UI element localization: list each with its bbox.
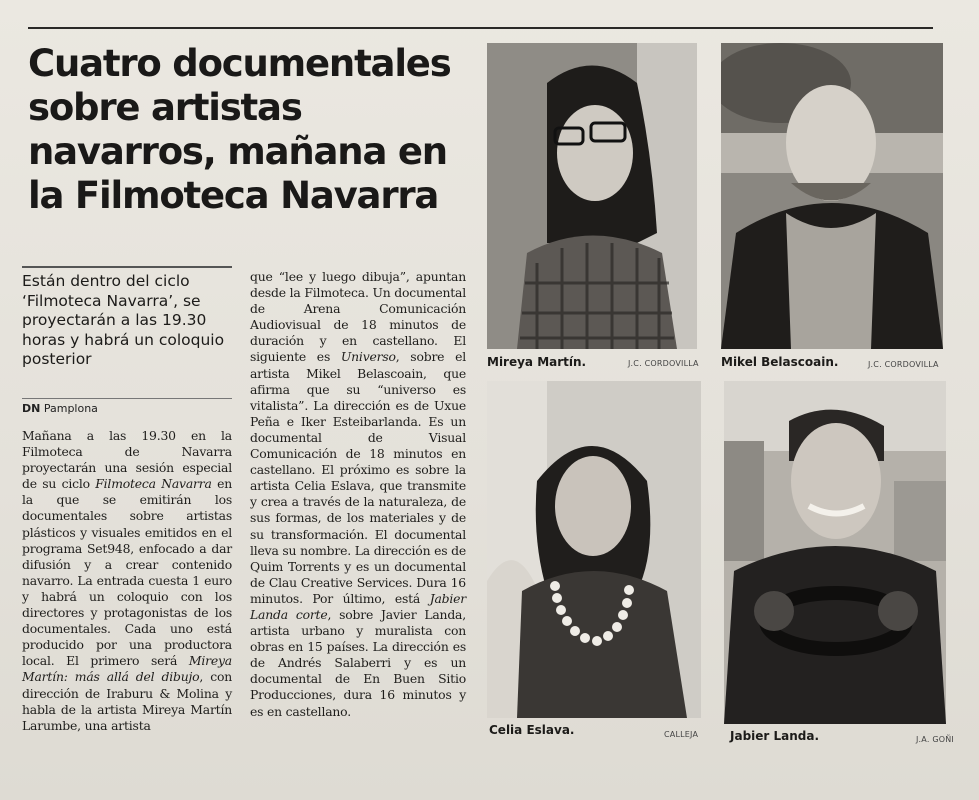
byline — [22, 402, 98, 415]
top-rule — [28, 27, 933, 29]
portrait-woman-glasses — [487, 43, 697, 349]
italic-title: Jabier Landa corte — [250, 590, 466, 622]
byline-rule — [22, 398, 232, 399]
portrait-man-headphones — [724, 381, 946, 724]
photo-caption: Jabier Landa. — [730, 729, 820, 743]
body-text-run: Mañana a las 19.30 en la Filmoteca de Navarra proyectarán una sesión especial de su ciclo — [22, 428, 232, 492]
italic-title: Filmoteca Navarra — [95, 476, 212, 492]
photo-caption: Mireya Martín. — [487, 355, 587, 369]
byline-city: Pamplona — [43, 402, 98, 415]
photo-credit: J.C. CORDOVILLA — [628, 359, 699, 368]
body-text-run: , sobre Javier Landa, artista urbano y muralista con obras en 15 países. La dirección es de Andrés Salaberri y es un documental de En Buen Sitio Producciones, dura 16 minutos y es en castellano. — [250, 606, 466, 719]
byline-source: DN — [22, 402, 41, 415]
italic-title: Universo — [340, 349, 396, 365]
photo-caption: Mikel Belascoain. — [721, 355, 839, 369]
subhead-rule — [22, 266, 232, 268]
photo-mikel-belascoain — [721, 43, 943, 349]
photo-mireya-martin — [487, 43, 697, 349]
photo-celia-eslava — [487, 381, 701, 718]
subhead: Están dentro del ciclo ‘Filmoteca Navarra’, se proyectarán a las 19.30 horas y habrá un coloquio posterior — [22, 272, 225, 368]
photo-credit: J.C. CORDOVILLA — [868, 360, 939, 369]
photo-credit: CALLEJA — [664, 730, 699, 739]
headline: Cuatro documentales sobre artistas navarros, mañana en la Filmoteca Navarra — [28, 42, 451, 217]
body-paragraph-1 — [22, 428, 232, 734]
body-paragraph-2 — [250, 269, 466, 720]
photo-caption: Celia Eslava. — [489, 723, 575, 737]
body-text-run: , sobre el artista Mikel Belascoain, que afirma que su “universo es vitalista”. La dirección es de Uxue Peña e Iker Esteibarlanda. Es un documental de Visual Comunicación de 18 minutos en castellano. El próximo es sobre la artista Celia Eslava, que transmite y crea a través de la naturaleza, de sus formas, de los materiales y de su transformación. El documental lleva su nombre. La dirección es de Quim Torrents y es un documental de Clau Creative Services. Dura 16 minutos. Por último, está — [250, 349, 467, 606]
photo-jabier-landa — [724, 381, 946, 724]
body-text-run: que “lee y luego dibuja”, apuntan desde la Filmoteca. Un documental de Arena Comunicación Audiovisual de 18 minutos de duración y en castellano. El siguiente es — [250, 269, 466, 365]
portrait-woman-necklace — [487, 381, 701, 718]
body-text-run: , con dirección de Iraburu & Molina y habla de la artista Mireya Martín Larumbe, una artista — [22, 669, 232, 733]
italic-title: Mireya Martín: más allá del dibujo — [22, 653, 232, 685]
body-column-2 — [250, 269, 466, 720]
portrait-bald-man — [721, 43, 943, 349]
body-text-run: en la que se emitirán los documentales sobre artistas plásticos y visuales emitidos en el programa Set948, enfocado a dar difusión y a crear contenido navarro. La entrada cuesta 1 euro y habrá un coloquio con los directores y protagonistas de los documentales. Cada uno está producido por una productora local. El primero será — [22, 476, 232, 669]
photo-credit: J.A. GOÑI — [916, 735, 954, 744]
body-column-1 — [22, 428, 232, 734]
